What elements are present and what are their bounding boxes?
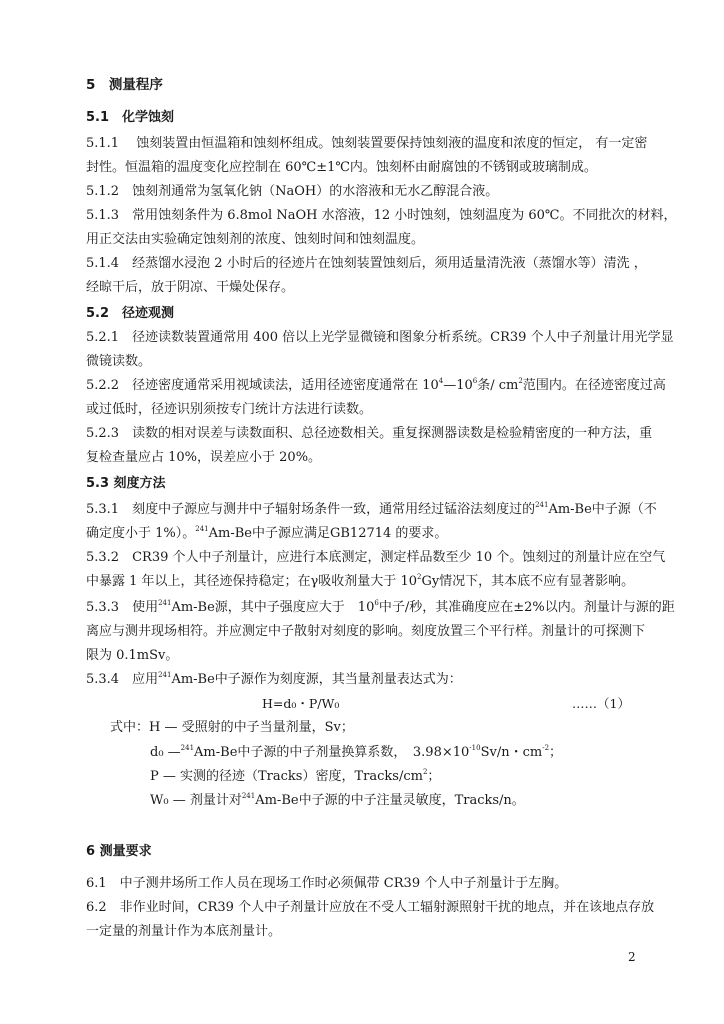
equation-number: ……（1） [572,696,630,711]
equation-1: H=d₀・P/W₀ [262,696,340,711]
definition-d0: d₀ —$^{241}$Am-Be中子源的中子剂量换算系数， $3.98\times 10^{-10}Sv/n$・$cm^{-2}$； [150,744,563,760]
paragraph-5-1-3-line-1: 5.1.3 常用蚀刻条件为 6.8mol NaOH 水溶液，12 小时蚀刻，蚀刻温度为 60℃。不同批次的材料， [86,208,677,223]
paragraph-6-1: 6.1 中子测井场所工作人员在现场工作时必须佩带 CR39 个人中子剂量计于左胸。 [86,876,568,891]
paragraph-5-1-1-line-1: 5.1.1 蚀刻装置由恒温箱和蚀刻杯组成。蚀刻装置要保持蚀刻液的温度和浓度的恒定， 有一定密 [86,136,648,151]
paragraph-6-2-line-2: 一定量的剂量计作为本底剂量计。 [86,924,282,939]
paragraph-5-3-3-line-3: 限为 0.1mSv。 [86,648,179,663]
paragraph-5-2-1-line-1: 5.2.1 径迹读数装置通常用 400 倍以上光学显微镜和图象分析系统。CR39 个人中子剂量计用光学显 [86,330,674,345]
section-5-heading: 5 测量程序 [86,77,163,93]
paragraph-5-2-2-line-1: 5.2.2 径迹密度通常采用视域读法，适用径迹密度通常在 $10^4—10^6$条/ $cm^2$范围内。在径迹密度过高 [86,377,666,393]
section-5-1-heading: 5.1 化学蚀刻 [86,110,175,125]
paragraph-5-3-3-line-2: 离应与测井现场相符。并应测定中子散射对刻度的影响。刻度放置三个平行样。剂量计的可探测下 [86,624,646,639]
paragraph-5-2-1-line-2: 微镜读数。 [86,354,152,369]
paragraph-5-3-4: 5.3.4 应用$^{241}$Am-Be中子源作为刻度源，其当量剂量表达式为： [86,671,462,687]
paragraph-6-2-line-1: 6.2 非作业时间，CR39 个人中子剂量计应放在不受人工辐射源照射干扰的地点，并在该地点存放 [86,900,655,915]
paragraph-5-2-3-line-1: 5.2.3 读数的相对误差与读数面积、总径迹数相关。重复探测器读数是检验精密度的一种方法，重 [86,426,653,441]
paragraph-5-1-4-line-2: 经晾干后，放于阴凉、干燥处保存。 [86,280,295,295]
definition-H: 式中：H — 受照射的中子当量剂量，Sv； [110,720,354,735]
definition-W0: W₀ — 剂量计对$^{241}$Am-Be中子源的中子注量灵敏度，Tracks/n。 [150,792,525,808]
section-5-3-heading: 5.3 刻度方法 [86,476,166,491]
section-5-2-heading: 5.2 径迹观测 [86,306,175,321]
definition-P: P — 实测的径迹（Tracks）密度，Tracks/$cm^2$； [150,768,441,784]
paragraph-5-1-3-line-2: 用正交法由实验确定蚀刻剂的浓度、蚀刻时间和蚀刻温度。 [86,232,425,247]
paragraph-5-1-4-line-1: 5.1.4 经蒸馏水浸泡 2 小时后的径迹片在蚀刻装置蚀刻后，须用适量清洗液（蒸馏水等）清洗 ， [86,256,647,271]
page-number: 2 [628,950,636,964]
paragraph-5-3-1-line-1: 5.3.1 刻度中子源应与测井中子辐射场条件一致，通常用经过锰浴法刻度过的$^{241}$Am-Be中子源（不 [86,501,657,517]
paragraph-5-1-1-line-2: 封性。恒温箱的温度变化应控制在 60℃±1℃内。蚀刻杯由耐腐蚀的不锈钢或玻璃制成。 [86,160,597,175]
section-6-heading: 6 测量要求 [86,844,152,859]
paragraph-5-3-1-line-2: 确定度小于 1%）。$^{241}$Am-Be中子源应满足GB12714 的要求。 [86,525,448,541]
paragraph-5-3-2-line-2: 中暴露 1 年以上，其径迹保持稳定；在γ吸收剂量大于 $10^2Gy$情况下，其本底不应有显著影响。 [86,573,635,589]
paragraph-5-1-2: 5.1.2 蚀刻剂通常为氢氧化钠（NaOH）的水溶液和无水乙醇混合液。 [86,184,499,199]
paragraph-5-3-2-line-1: 5.3.2 CR39 个人中子剂量计，应进行本底测定，测定样品数至少 10 个。蚀刻过的剂量计应在空气 [86,550,666,565]
paragraph-5-3-3-line-1: 5.3.3 使用$^{241}$Am-Be源，其中子强度应大于 $10^6$中子/秒，其准确度应在±2%以内。剂量计与源的距 [86,599,675,615]
paragraph-5-2-2-line-2: 或过低时，径迹识别须按专门统计方法进行读数。 [86,402,373,417]
paragraph-5-2-3-line-2: 复检查量应占 10%，误差应小于 20%。 [86,450,322,465]
